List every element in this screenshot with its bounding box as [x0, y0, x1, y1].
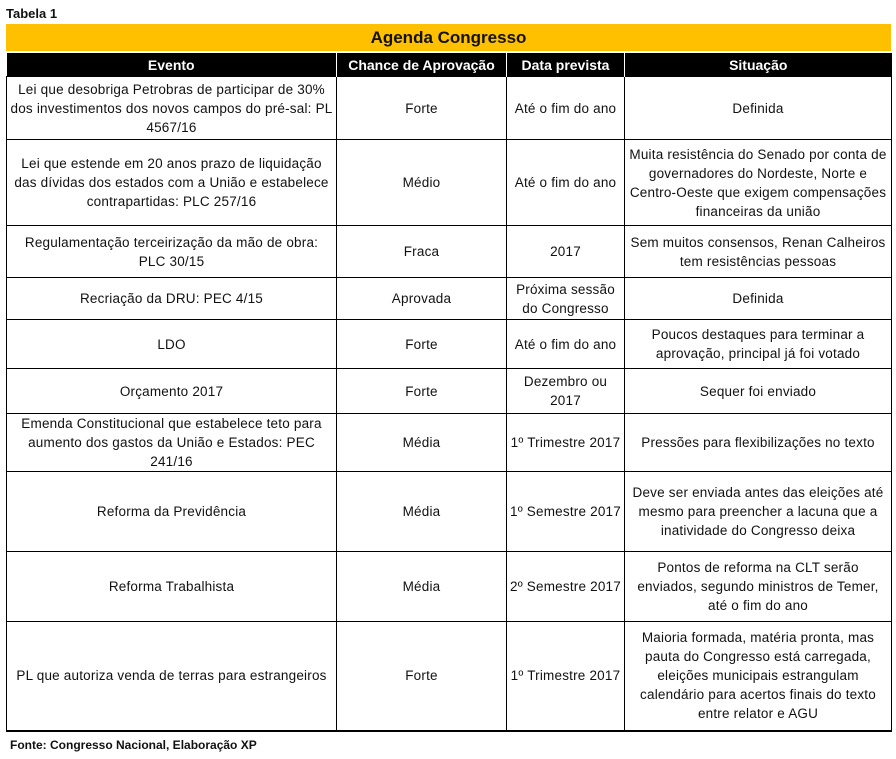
- table-row: [7, 320, 892, 369]
- table-row: [7, 622, 892, 731]
- evento-cell: Emenda Constitucional que estabelece teto para aumento dos gastos da União e Estados: PEC 241/16: [7, 414, 337, 472]
- situacao-cell: Deve ser enviada antes das eleições até mesmo para preencher a lacuna que a inatividade do Congresso deixa: [625, 472, 892, 552]
- chance-cell: Forte: [337, 369, 507, 414]
- data-cell: 2º Semestre 2017: [507, 552, 625, 622]
- situacao-cell: Poucos destaques para terminar a aprovação, principal já foi votado: [625, 320, 892, 369]
- chance-cell: Fraca: [337, 226, 507, 278]
- data-cell: Até o fim do ano: [507, 320, 625, 369]
- table-title: Agenda Congresso: [6, 24, 891, 51]
- chance-cell: Aprovada: [337, 278, 507, 320]
- table-row: [7, 77, 892, 140]
- chance-cell: Forte: [337, 320, 507, 369]
- data-cell: Próxima sessão do Congresso: [507, 278, 625, 320]
- situacao-cell: Muita resistência do Senado por conta de governadores do Nordeste, Norte e Centro-Oeste que exigem compensações financeiras da união: [625, 140, 892, 226]
- table-row: [7, 278, 892, 320]
- situacao-cell: Definida: [625, 278, 892, 320]
- data-cell: 1º Trimestre 2017: [507, 622, 625, 731]
- situacao-cell: Sem muitos consensos, Renan Calheiros tem resistências pessoas: [625, 226, 892, 278]
- chance-cell: Média: [337, 552, 507, 622]
- data-cell: 1º Semestre 2017: [507, 472, 625, 552]
- header-data: Data prevista: [507, 53, 625, 77]
- situacao-cell: Sequer foi enviado: [625, 369, 892, 414]
- evento-cell: Lei que estende em 20 anos prazo de liquidação das dívidas dos estados com a União e estabelece contrapartidas: PLC 257/16: [7, 140, 337, 226]
- situacao-cell: Maioria formada, matéria pronta, mas pauta do Congresso está carregada, eleições municipais estrangulam calendário para acertos finais do texto entre relator e AGU: [625, 622, 892, 731]
- situacao-cell: Pontos de reforma na CLT serão enviados, segundo ministros de Temer, até o fim do ano: [625, 552, 892, 622]
- header-chance: Chance de Aprovação: [337, 53, 507, 77]
- evento-cell: PL que autoriza venda de terras para estrangeiros: [7, 622, 337, 731]
- chance-cell: Forte: [337, 77, 507, 140]
- table-row: [7, 414, 892, 472]
- evento-cell: Reforma Trabalhista: [7, 552, 337, 622]
- agenda-table: [6, 53, 892, 732]
- evento-cell: Recriação da DRU: PEC 4/15: [7, 278, 337, 320]
- table-row: [7, 472, 892, 552]
- evento-cell: LDO: [7, 320, 337, 369]
- chance-cell: Média: [337, 472, 507, 552]
- table-row: [7, 226, 892, 278]
- data-cell: 2017: [507, 226, 625, 278]
- table-row: [7, 140, 892, 226]
- evento-cell: Orçamento 2017: [7, 369, 337, 414]
- chance-cell: Médio: [337, 140, 507, 226]
- source-note: Fonte: Congresso Nacional, Elaboração XP: [10, 738, 257, 752]
- table-label: Tabela 1: [6, 6, 58, 21]
- table-row: [7, 552, 892, 622]
- header-situacao: Situação: [625, 53, 892, 77]
- data-cell: Dezembro ou 2017: [507, 369, 625, 414]
- header-row: [7, 53, 892, 77]
- header-evento: Evento: [7, 53, 337, 77]
- table-row: [7, 369, 892, 414]
- situacao-cell: Definida: [625, 77, 892, 140]
- data-cell: Até o fim do ano: [507, 77, 625, 140]
- evento-cell: Lei que desobriga Petrobras de participar de 30% dos investimentos dos novos campos do pré-sal: PL 4567/16: [7, 77, 337, 140]
- situacao-cell: Pressões para flexibilizações no texto: [625, 414, 892, 472]
- evento-cell: Reforma da Previdência: [7, 472, 337, 552]
- chance-cell: Média: [337, 414, 507, 472]
- chance-cell: Forte: [337, 622, 507, 731]
- data-cell: 1º Trimestre 2017: [507, 414, 625, 472]
- evento-cell: Regulamentação terceirização da mão de obra: PLC 30/15: [7, 226, 337, 278]
- data-cell: Até o fim do ano: [507, 140, 625, 226]
